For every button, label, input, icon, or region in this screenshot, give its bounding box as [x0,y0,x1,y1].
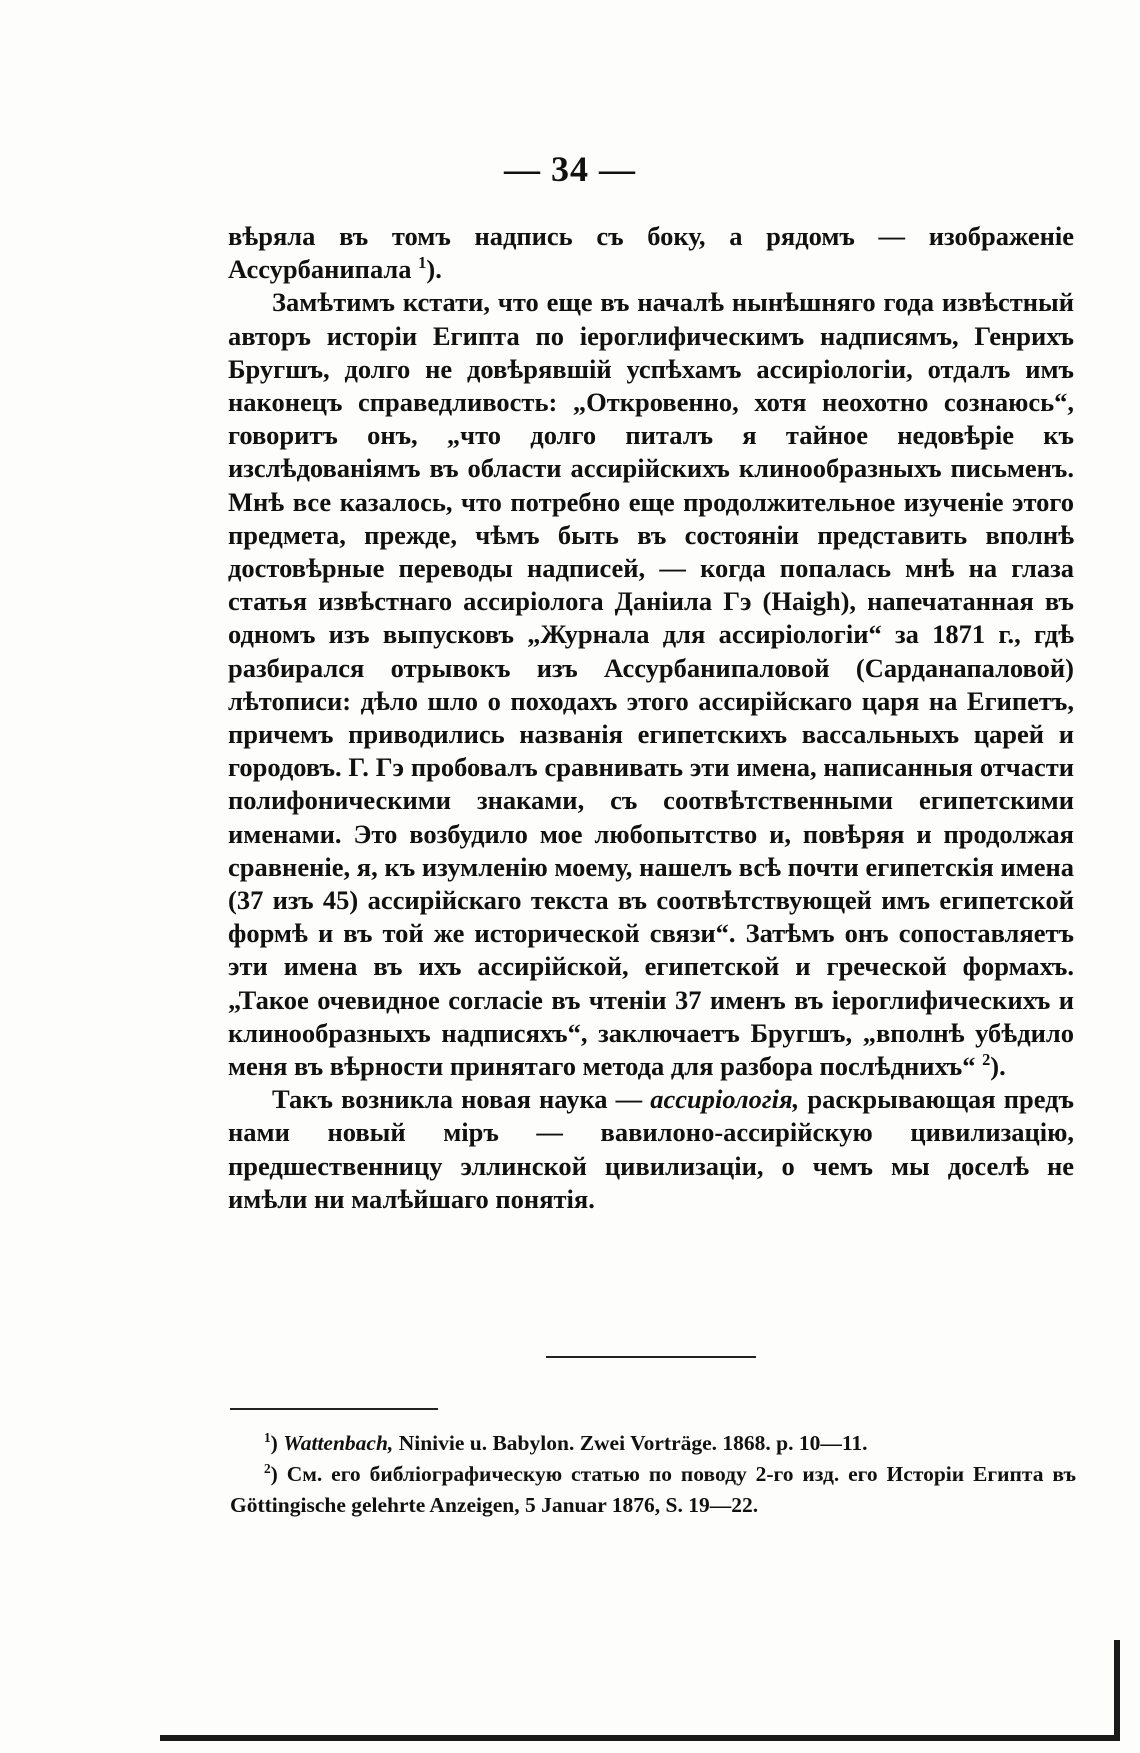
footnote-ref-1[interactable]: 1 [418,253,427,273]
paragraph-1-text: вѣряла въ томъ надпись съ боку, а рядомъ — изображеніе Ассурбанипала [228,221,1074,285]
footnote-1-marker-close: ) [270,1431,278,1455]
paragraph-3-tail: раскрывающая предъ нами новый міръ — вавилоно-ассирійскую цивилизацію, предшественницу эллинской цивилизаціи, о чемъ мы доселѣ не имѣли ни малѣйшаго понятія. [228,1084,1074,1214]
footnote-1-text: Ninivie u. Babylon. Zwei Vorträge. 1868. p. 10—11. [393,1431,868,1455]
scan-bottom-edge [160,1735,1120,1741]
scan-right-edge [1114,1640,1120,1740]
paragraph-2-tail: ). [990,1051,1006,1082]
footnote-1-author: Wattenbach, [283,1431,394,1455]
paragraph-3 [228,1083,1074,1216]
paragraph-3-italic-term: ассиріологія, [650,1084,800,1115]
footnote-2-text: См. его библіографическую статью по поводу 2-го изд. его Исторіи Египта въ Göttingische gelehrte Anzeigen, 5 Januar 1876, S. 19—22. [230,1462,1076,1517]
page-number: — 34 — [504,149,636,189]
paragraph-1 [228,220,1074,286]
footnote-rule [230,1408,438,1410]
footnote-1-marker: 1 [264,1429,271,1445]
paragraph-2-text: Замѣтимъ кстати, что еще въ началѣ нынѣшняго года извѣстный авторъ исторіи Египта по іероглифическимъ надписямъ, Генрихъ Бругшъ, долго не довѣрявшій успѣхамъ ассиріологіи, отдалъ имъ наконецъ справедливость: „Откровенно, хотя неохотно сознаюсь“, говоритъ онъ, „что долго питалъ я тайное недовѣріе къ изслѣдованіямъ въ области ассирійскихъ клинообразныхъ письменъ. Мнѣ все казалось, что потребно еще продолжительное изученіе этого предмета, прежде, чѣмъ быть въ состояніи представить вполнѣ достовѣрные переводы надписей, — когда попалась мнѣ на глаза статья извѣстнаго ассиріолога Даніила Гэ (Haigh), напечатанная въ одномъ изъ выпусковъ „Журнала для ассиріологіи“ за 1871 г., гдѣ разбирался отрывокъ изъ Ассурбанипаловой (Сарданапаловой) лѣтописи: дѣло шло о походахъ этого ассирійскаго царя на Египетъ, причемъ приводились названія египетскихъ вассальныхъ царей и городовъ. Г. Гэ пробовалъ сравнивать эти имена, написанныя отчасти полифоническими знаками, съ соотвѣтственными египетскими именами. Это возбудило мое любопытство и, повѣряя и продолжая сравненіе, я, къ изумленію моему, нашелъ всѣ почти египетскія имена (37 изъ 45) ассирійскаго текста въ соотвѣтствующей имъ египетской формѣ и въ той же исторической связи“. Затѣмъ онъ сопоставляетъ эти имена въ ихъ ассирійской, египетской и греческой формахъ. „Такое очевидное согласіе въ чтеніи 37 именъ въ іероглифическихъ и клинообразныхъ надписяхъ“, заключаетъ Бругшъ, „вполнѣ убѣдило меня въ вѣрности принятаго метода для разбора послѣднихъ“ [228,287,1074,1082]
section-divider [546,1356,756,1358]
footnote-ref-2[interactable]: 2 [982,1050,991,1070]
paragraph-2 [228,286,1074,1083]
footnote-2 [230,1459,1076,1521]
footnote-2-marker-close: ) [270,1462,278,1486]
paragraph-3-text: Такъ возникла новая наука — [272,1084,651,1115]
paragraph-1-tail: ). [426,254,442,285]
footnote-1 [230,1428,1076,1459]
footnotes [230,1428,1076,1521]
footnote-2-marker: 2 [264,1460,271,1476]
main-text [228,220,1074,1216]
